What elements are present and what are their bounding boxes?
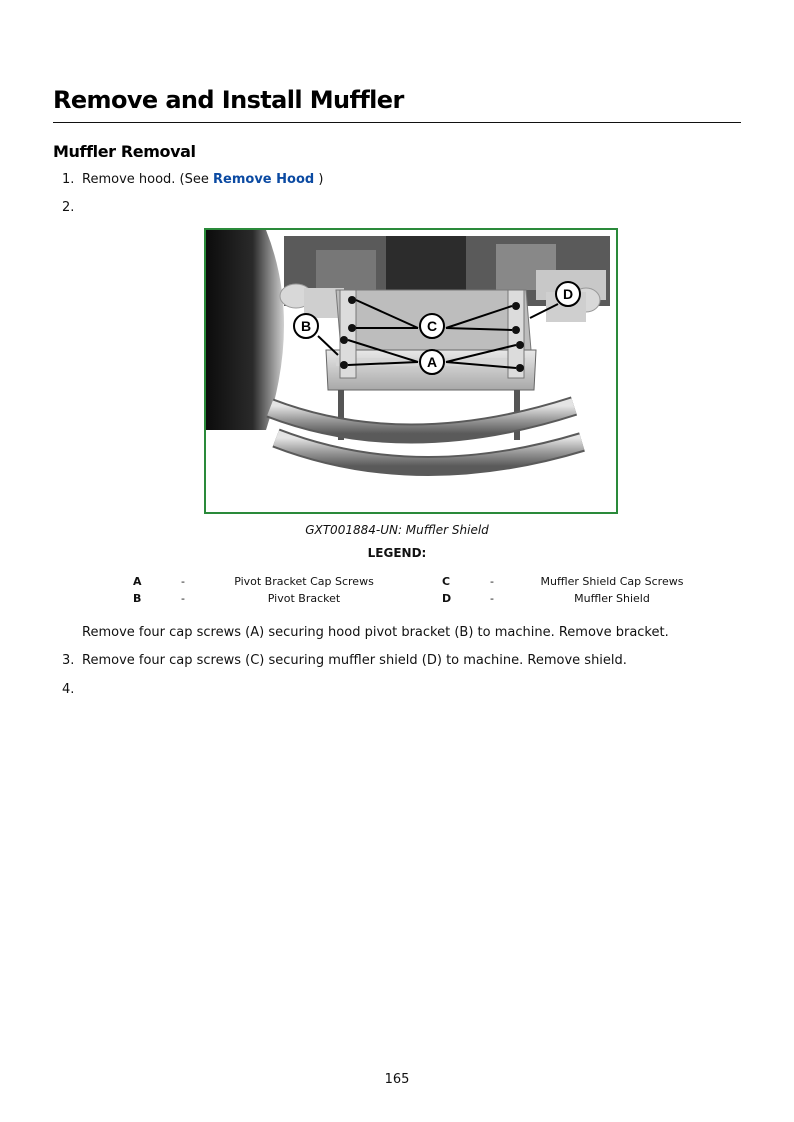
title-divider bbox=[53, 122, 741, 123]
muffler-shield-figure bbox=[204, 228, 618, 514]
step-3-number: 3. bbox=[62, 653, 75, 668]
legend-desc-b: Pivot Bracket bbox=[267, 592, 341, 605]
legend-separator: - bbox=[490, 575, 494, 588]
step-1-text-after: ) bbox=[314, 172, 324, 187]
legend-letter-b: B bbox=[133, 592, 142, 605]
step-2-number: 2. bbox=[62, 200, 75, 215]
legend-separator: - bbox=[490, 592, 494, 605]
step-4-number: 4. bbox=[62, 682, 75, 697]
legend-separator: - bbox=[181, 592, 185, 605]
legend-title: LEGEND: bbox=[367, 546, 427, 560]
legend-letter-d: D bbox=[442, 592, 452, 605]
callout-b-label: B bbox=[300, 318, 312, 334]
muffler-shield-illustration bbox=[206, 230, 616, 512]
callout-d bbox=[556, 282, 580, 306]
page-title: Remove and Install Muffler bbox=[53, 86, 404, 114]
step-1-text bbox=[82, 172, 323, 187]
callout-b bbox=[294, 314, 318, 338]
callout-c bbox=[420, 314, 444, 338]
callout-c-label: C bbox=[426, 318, 438, 334]
callout-a bbox=[420, 350, 444, 374]
legend-separator: - bbox=[181, 575, 185, 588]
legend-desc-a: Pivot Bracket Cap Screws bbox=[234, 575, 374, 588]
step-1-text-before: Remove hood. (See bbox=[82, 172, 214, 187]
legend-desc-c: Muffler Shield Cap Screws bbox=[540, 575, 684, 588]
figure-caption: GXT001884-UN: Muffler Shield bbox=[305, 523, 489, 537]
section-title: Muffler Removal bbox=[53, 142, 196, 161]
step-3-text: Remove four cap screws (C) securing muffler shield (D) to machine. Remove shield. bbox=[82, 653, 627, 668]
callout-d-label: D bbox=[562, 286, 574, 302]
callout-a-label: A bbox=[426, 354, 438, 370]
legend-letter-c: C bbox=[442, 575, 451, 588]
legend-letter-a: A bbox=[133, 575, 142, 588]
legend-desc-d: Muffler Shield bbox=[574, 592, 650, 605]
step-1-number: 1. bbox=[62, 172, 75, 187]
page-number: 165 bbox=[384, 1072, 410, 1087]
step-2-text: Remove four cap screws (A) securing hood pivot bracket (B) to machine. Remove bracket. bbox=[82, 625, 669, 640]
remove-hood-link[interactable]: Remove Hood bbox=[213, 172, 315, 187]
